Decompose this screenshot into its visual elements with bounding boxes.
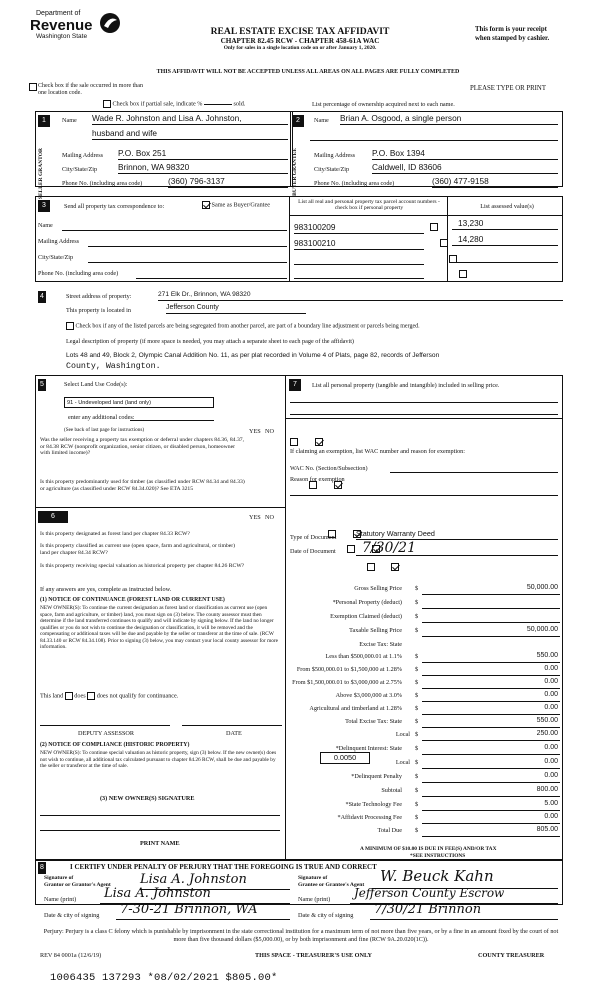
parcel-3[interactable]	[294, 264, 424, 265]
multi-location-checkbox[interactable]	[29, 83, 37, 91]
partial-sale-row	[103, 100, 245, 108]
seller-name[interactable]: Wade R. Johnston and Lisa A. Johnston,	[92, 114, 288, 125]
tax-row-underline	[422, 688, 560, 689]
grantee-name-print-label: Name (print)	[298, 896, 331, 903]
dor-logo-icon	[98, 12, 122, 34]
tax-row	[290, 598, 560, 610]
s6-q2-yes[interactable]	[347, 545, 355, 553]
partial-sale-label: Check box if partial sale, indicate %	[112, 100, 203, 108]
street-label: Street address of property:	[66, 293, 132, 300]
tax-row-dollar: $	[415, 613, 419, 620]
buyer-phone[interactable]: (360) 477-9158	[432, 177, 558, 188]
s3-city-field[interactable]	[88, 262, 287, 263]
same-as-buyer-checkbox[interactable]	[202, 201, 210, 209]
tax-row	[290, 691, 560, 703]
s6-q3-yes[interactable]	[367, 563, 375, 571]
reason-field[interactable]	[290, 495, 558, 496]
grantor-date-city[interactable]: 7-30-21 Brinnon, WA	[116, 903, 290, 920]
tax-row	[290, 626, 560, 638]
land-does-not-checkbox[interactable]	[87, 692, 95, 700]
land-does-checkbox[interactable]	[65, 692, 73, 700]
grantor-name-print-label: Name (print)	[44, 896, 77, 903]
parcel-header: List all real and personal property tax parcel account numbers - check box if personal property	[298, 199, 440, 212]
tax-row-underline	[422, 740, 560, 741]
tax-row-amount[interactable]: 0.00	[544, 691, 558, 698]
s3-mail-field[interactable]	[88, 246, 287, 247]
legal-desc-1[interactable]: Lots 48 and 49, Block 2, Olympic Canal Addition No. 11, as per plat recorded in Volume 4 of Plats, page 82, records of Jefferson	[66, 352, 440, 359]
dept-line-3: Washington State	[36, 33, 88, 41]
tax-row-label: Taxable Selling Price	[349, 627, 402, 634]
parcel-1-personal-checkbox[interactable]	[430, 223, 438, 231]
tax-row-underline	[422, 594, 560, 595]
s6-yes-header: YES	[249, 514, 261, 521]
tax-row-underline	[422, 823, 560, 824]
sold-label: sold.	[233, 100, 246, 108]
tax-row-dollar: $	[415, 801, 419, 808]
tax-row-label: Agricultural and timberland at 1.28%	[309, 705, 402, 712]
receipt-note-1: This form is your receipt	[475, 26, 547, 33]
seller-city-label: City/State/Zip	[62, 166, 98, 173]
parcel-2[interactable]: 983100210	[294, 239, 424, 250]
grantee-sig-label-2: Grantee or Grantee's Agent	[298, 882, 365, 888]
section-5-number: 5	[38, 379, 46, 391]
tax-row	[290, 717, 560, 729]
tax-row-dollar: $	[415, 745, 419, 752]
notice-1-body: NEW OWNER(S): To continue the current designation as forest land or classification as current use (open space, farm and agriculture, or timber) land, you must sign on (3) below. The county assessor must then determine if the land transferred continues to qualify and will indicate by signing below. If the land no longer qualifies or you do not wish to continue the designation or classification, it will be removed and the compensating or additional taxes will be due and payable by the seller or transferor at the time of sale. (RCW 84.33.140 or RCW 84.34.108). Prior to signing (3) below, you may contact your local county assessor for more information.	[40, 605, 279, 651]
legal-label: Legal description of property (if more space is needed, you may attach a separate sheet to each page of the affidavit)	[66, 338, 354, 345]
tax-row-underline	[422, 608, 560, 609]
assessor-date-label: DATE	[226, 730, 242, 737]
notice-2-title: (2) NOTICE OF COMPLIANCE (HISTORIC PROPERTY)	[40, 742, 190, 748]
tax-row-dollar: $	[415, 599, 419, 606]
section-7-number: 7	[289, 379, 301, 391]
tax-row-amount[interactable]: 0.00	[544, 704, 558, 711]
grantor-sig-label-1: Signature of	[44, 875, 74, 881]
tax-row-label: From $500,000.01 to $1,500,000 at 1.28%	[296, 666, 402, 673]
s5-q1-no[interactable]	[315, 438, 323, 446]
tax-row-underline	[422, 810, 560, 811]
tax-row	[290, 826, 560, 838]
tax-row-dollar: $	[415, 705, 419, 712]
grantee-sig-label-1: Signature of	[298, 875, 328, 881]
s3-name-field[interactable]	[62, 230, 287, 231]
land-use-code[interactable]: 91 - Undeveloped land (land only)	[64, 397, 214, 408]
tax-row	[290, 730, 560, 742]
buyer-name-label: Name	[314, 117, 329, 124]
assessor-date-line[interactable]	[182, 725, 282, 726]
form-title: REAL ESTATE EXCISE TAX AFFIDAVIT	[210, 26, 390, 37]
tax-row-amount[interactable]: 550.00	[536, 652, 558, 659]
wac-field[interactable]	[390, 472, 558, 473]
personal-property-label: List all personal property (tangible and intangible) included in selling price.	[312, 382, 500, 389]
please-type: PLEASE TYPE OR PRINT	[470, 85, 546, 92]
parcel-4-personal-checkbox[interactable]	[459, 270, 467, 278]
tax-row-underline	[422, 782, 560, 783]
tax-row	[290, 800, 560, 812]
street-address[interactable]: 271 Elk Dr., Brinnon, WA 98320	[158, 291, 563, 301]
tax-row-underline	[422, 768, 560, 769]
tax-row-label: From $1,500,000.01 to $3,000,000 at 2.75%	[292, 679, 402, 686]
doc-type[interactable]: Statutory Warranty Deed	[356, 530, 558, 540]
buyer-mail-label: Mailing Address	[314, 152, 356, 159]
tax-row-underline	[422, 727, 560, 728]
seller-side-label: SELLER GRANTOR	[38, 148, 44, 200]
tax-row-underline	[422, 622, 560, 623]
parcel-1[interactable]: 983100209	[294, 223, 424, 234]
doc-type-label: Type of Document	[290, 534, 337, 541]
tax-row-dollar: $	[415, 653, 419, 660]
s3-phone-field[interactable]	[136, 278, 287, 279]
s5-q1-yes[interactable]	[290, 438, 298, 446]
deputy-assessor-line[interactable]	[40, 725, 170, 726]
partial-sale-percent[interactable]	[204, 104, 232, 105]
this-land-row	[40, 692, 178, 700]
s5-question-1: Was the seller receiving a property tax exemption or deferral under chapters 84.36, 84.37, or 84.38 RCW (nonprofit organization, senior citizen, or disabled person, homeowner with limited income)?	[40, 437, 245, 457]
tax-row-dollar: $	[415, 679, 419, 686]
tax-row-label: Local	[395, 759, 410, 766]
doc-date[interactable]: 7/30/21	[356, 540, 558, 556]
tax-row-underline	[422, 675, 560, 676]
s3-phone-label: Phone No. (including area code)	[38, 270, 119, 277]
treasurer-use-label: THIS SPACE - TREASURER'S USE ONLY	[255, 952, 372, 959]
tax-row-amount[interactable]: 0.00	[544, 744, 558, 751]
s6-question-3: Is this property receiving special valuation as historical property per chapter 84.26 RCW?	[40, 563, 245, 569]
tax-row-dollar: $	[415, 692, 419, 699]
tax-row-label: Less than $500,000.01 at 1.1%	[325, 653, 402, 660]
tax-row-amount[interactable]: 550.00	[536, 717, 558, 724]
multi-location-row	[38, 83, 148, 97]
s3-mail-label: Mailing Address	[38, 238, 80, 245]
segregated-checkbox[interactable]	[66, 322, 74, 330]
tax-row-underline	[422, 714, 560, 715]
local-rate[interactable]: 0.0050	[320, 752, 370, 764]
new-owner-sig-label: (3) NEW OWNER(S) SIGNATURE	[100, 795, 195, 802]
parcel-4[interactable]	[294, 278, 424, 279]
assessed-3[interactable]	[452, 262, 558, 263]
tax-row-dollar: $	[415, 827, 419, 834]
rev-number: REV 84 0001a (12/6/19)	[40, 952, 102, 959]
county[interactable]: Jefferson County	[166, 304, 306, 314]
tax-row-amount[interactable]: 0.00	[544, 772, 558, 779]
personal-property-line-2[interactable]	[290, 414, 558, 415]
minimum-note: A MINIMUM OF $10.00 IS DUE IN FEE(S) AND/OR TAX	[360, 846, 497, 852]
tax-row-dollar: $	[415, 585, 419, 592]
same-as-buyer-row	[202, 201, 270, 209]
tax-row-underline	[422, 754, 560, 755]
tax-row-label: Total Excise Tax: State	[345, 718, 402, 725]
tax-row-underline	[422, 701, 560, 702]
seller-mail[interactable]: P.O. Box 251	[118, 149, 288, 160]
section-6-number: 6	[38, 511, 68, 523]
tax-row	[290, 786, 560, 798]
grantee-date-city[interactable]: 7/30/21 Brinnon	[370, 903, 558, 920]
tax-row-label: Subtotal	[381, 787, 402, 794]
tax-row-label: *State Technology Fee	[345, 801, 402, 808]
tax-row-amount[interactable]: 0.00	[544, 758, 558, 765]
tax-row	[290, 652, 560, 664]
tax-row-amount[interactable]: 50,000.00	[526, 626, 558, 633]
form-subtitle: CHAPTER 82.45 RCW - CHAPTER 458-61A WAC	[220, 37, 380, 45]
tax-row-label: *Personal Property (deduct)	[332, 599, 402, 606]
s6-q3-no[interactable]	[391, 563, 399, 571]
parcel-2-personal-checkbox[interactable]	[440, 239, 448, 247]
tax-row	[290, 704, 560, 716]
section-1-number: 1	[38, 115, 50, 127]
receipt-note-2: when stamped by cashier.	[475, 35, 550, 42]
tax-row-dollar: $	[415, 759, 419, 766]
form-notice: THIS AFFIDAVIT WILL NOT BE ACCEPTED UNLESS ALL AREAS ON ALL PAGES ARE FULLY COMPLETED	[156, 69, 460, 75]
tax-row-amount[interactable]: 250.00	[536, 730, 558, 737]
s3-city-label: City/State/Zip	[38, 254, 74, 261]
wac-label: WAC No. (Section/Subsection)	[290, 465, 368, 472]
does-not-label: does not qualify for continuance.	[96, 692, 179, 700]
tax-row-dollar: $	[415, 787, 419, 794]
tax-row-underline	[422, 636, 560, 637]
tax-row	[290, 584, 560, 596]
grantor-sig-label-2: Grantor or Grantor's Agent	[44, 882, 111, 888]
seller-mail-label: Mailing Address	[62, 152, 104, 159]
tax-row-label: Gross Selling Price	[354, 585, 402, 592]
tax-row-dollar: $	[415, 814, 419, 821]
tax-row-amount[interactable]: 800.00	[536, 786, 558, 793]
tax-row-amount[interactable]: 50,000.00	[526, 584, 558, 591]
tax-row-underline	[422, 662, 560, 663]
new-owner-sig-line-2[interactable]	[40, 830, 280, 831]
section-4-number: 4	[38, 291, 46, 303]
new-owner-sig-line-1[interactable]	[40, 815, 280, 816]
grantee-signature[interactable]: W. Beuck Kahn	[372, 868, 558, 889]
tax-row-label: Exemption Claimed (deduct)	[330, 613, 402, 620]
tax-row	[290, 640, 560, 652]
see-instructions: *SEE INSTRUCTIONS	[410, 853, 466, 859]
deputy-assessor-label: DEPUTY ASSESSOR	[78, 730, 134, 737]
assessed-header: List assessed value(s)	[480, 203, 534, 210]
receipt-stamp: 1006435 137293 *08/02/2021 $805.00*	[50, 972, 278, 984]
county-treasurer-label: COUNTY TREASURER	[478, 952, 545, 959]
tax-row-label: Total Due	[377, 827, 402, 834]
tax-row-label: Above $3,000,000 at 3.0%	[335, 692, 402, 699]
tax-row-label: *Delinquent Interest: State	[335, 745, 402, 752]
tax-row-dollar: $	[415, 773, 419, 780]
grantee-name-print[interactable]: Jefferson County Escrow	[350, 887, 558, 904]
buyer-city-label: City/State/Zip	[314, 166, 350, 173]
tax-row	[290, 612, 560, 624]
grantor-signature[interactable]: Lisa A. Johnston	[140, 873, 290, 890]
s5-no-header: NO	[265, 428, 274, 435]
form-subnote: Only for sales in a single location code on or after January 1, 2020.	[223, 45, 377, 51]
tax-row	[290, 772, 560, 784]
s5-yes-header: YES	[249, 428, 261, 435]
dept-line-1: Department of	[36, 10, 81, 17]
buyer-side-label: BUYER GRANTEE	[292, 148, 298, 196]
tax-row-dollar: $	[415, 627, 419, 634]
section-8-number: 8	[38, 862, 46, 874]
does-label: does	[74, 692, 86, 700]
seller-name-2[interactable]: husband and wife	[92, 129, 288, 140]
segregated-label: Check box if any of the listed parcels are being segregated from another parcel, are part of a boundary line adjustment or parcels being merged.	[75, 323, 420, 330]
tax-row-label: *Delinquent Penalty	[351, 773, 402, 780]
partial-sale-checkbox[interactable]	[103, 100, 111, 108]
tax-row-amount[interactable]: 5.00	[544, 800, 558, 807]
notice-2-body: NEW OWNER(S): To continue special valuation as historic property, sign (3) below. If the new owner(s) does not wish to continue, all additional tax calculated pursuant to chapter 84.26 RCW, shall be due and payable by the seller or transferor at the time of sale.	[40, 750, 277, 770]
buyer-name-line-2	[310, 140, 558, 141]
tax-row	[290, 813, 560, 825]
personal-property-line-1[interactable]	[290, 402, 558, 403]
buyer-city[interactable]: Caldwell, ID 83606	[372, 163, 558, 174]
ownership-note: List percentage of ownership acquired next to each name.	[312, 101, 455, 108]
tax-row	[290, 665, 560, 677]
tax-row-dollar: $	[415, 666, 419, 673]
buyer-phone-label: Phone No. (including area code)	[314, 180, 395, 187]
assessed-1[interactable]: 13,230	[452, 219, 558, 230]
tax-row-label: Excise Tax: State	[359, 641, 402, 648]
section-3-number: 3	[38, 200, 50, 212]
tax-row-dollar: $	[415, 718, 419, 725]
tax-row-dollar: $	[415, 731, 419, 738]
print-name-label: PRINT NAME	[140, 840, 180, 847]
buyer-mail[interactable]: P.O. Box 1394	[372, 149, 558, 160]
s3-name-label: Name	[38, 222, 53, 229]
s6-question-1: Is this property designated as forest land per chapter 84.33 RCW?	[40, 531, 190, 537]
tax-row-label: Local	[395, 731, 410, 738]
tax-row-underline	[422, 836, 560, 837]
exemption-label: If claiming an exemption, list WAC number and reason for exemption:	[290, 448, 465, 455]
tax-row-amount[interactable]: 0.00	[544, 665, 558, 672]
tax-row-amount[interactable]: 0.00	[544, 678, 558, 685]
tax-row-amount[interactable]: 805.00	[536, 826, 558, 833]
notice-1-title: (1) NOTICE OF CONTINUANCE (FOREST LAND OR CURRENT USE)	[40, 597, 225, 603]
seller-phone[interactable]: (360) 796-3137	[168, 177, 288, 188]
tax-row-underline	[422, 796, 560, 797]
reason-label: Reason for exemption	[290, 476, 345, 483]
s6-question-2: Is this property classified as current use (open space, farm and agricultural, or timber) land per chapter 84.34 RCW?	[40, 543, 236, 556]
this-land-label: This land	[40, 692, 64, 700]
s5-question-2: Is this property predominantly used for timber (as classified under RCW 84.34 and 84.33) or agriculture (as classified under RCW 84.34.020)? See ETA 3215	[40, 479, 245, 492]
assessed-2[interactable]: 14,280	[452, 235, 558, 246]
legal-desc-2[interactable]: County, Washington.	[66, 362, 161, 371]
tax-row	[290, 678, 560, 690]
doc-date-label: Date of Document	[290, 548, 336, 555]
grantor-name-print[interactable]: Lisa A. Johnston	[100, 887, 290, 904]
s6-no-header: NO	[265, 514, 274, 521]
land-use-label: Select Land Use Code(s):	[64, 381, 128, 388]
dor-logo	[30, 10, 125, 41]
grantor-date-city-label: Date & city of signing	[44, 912, 100, 919]
seller-name-label: Name	[62, 117, 77, 124]
seller-phone-label: Phone No. (including area code)	[62, 180, 143, 187]
perjury-statement: Perjury: Perjury is a class C felony which is punishable by imprisonment in the state correctional institution for a maximum term of not more than five years, or by a fine in an amount fixed by the court of not more than five thousand dollars ($5,000.00), or by both imprisonment and fine (RCW 9A.20.020(1C)).	[43, 928, 559, 944]
segregated-row	[66, 322, 566, 330]
dept-line-2: Revenue	[30, 17, 93, 35]
seller-city[interactable]: Brinnon, WA 98320	[118, 163, 288, 174]
located-label: This property is located in	[66, 307, 131, 314]
additional-codes-field[interactable]	[130, 420, 214, 421]
buyer-name[interactable]: Brian A. Osgood, a single person	[340, 114, 558, 125]
send-correspondence-label: Send all property tax correspondence to:	[64, 203, 165, 210]
tax-row-amount[interactable]: 0.00	[544, 813, 558, 820]
s6-if-yes: If any answers are yes, complete as instructed below.	[40, 586, 172, 593]
additional-codes-label: enter any additional codes:	[68, 414, 135, 421]
multi-location-label: Check box if the sale occurred in more than one location code.	[38, 83, 143, 96]
same-as-buyer-label: Same as Buyer/Grantee	[211, 201, 270, 209]
tax-row-label: *Affidavit Processing Fee	[337, 814, 402, 821]
section-2-number: 2	[292, 115, 304, 127]
grantee-date-city-label: Date & city of signing	[298, 912, 354, 919]
see-back: (See back of last page for instructions)	[64, 427, 145, 433]
certify-statement: I CERTIFY UNDER PENALTY OF PERJURY THAT THE FOREGOING IS TRUE AND CORRECT	[70, 863, 377, 871]
